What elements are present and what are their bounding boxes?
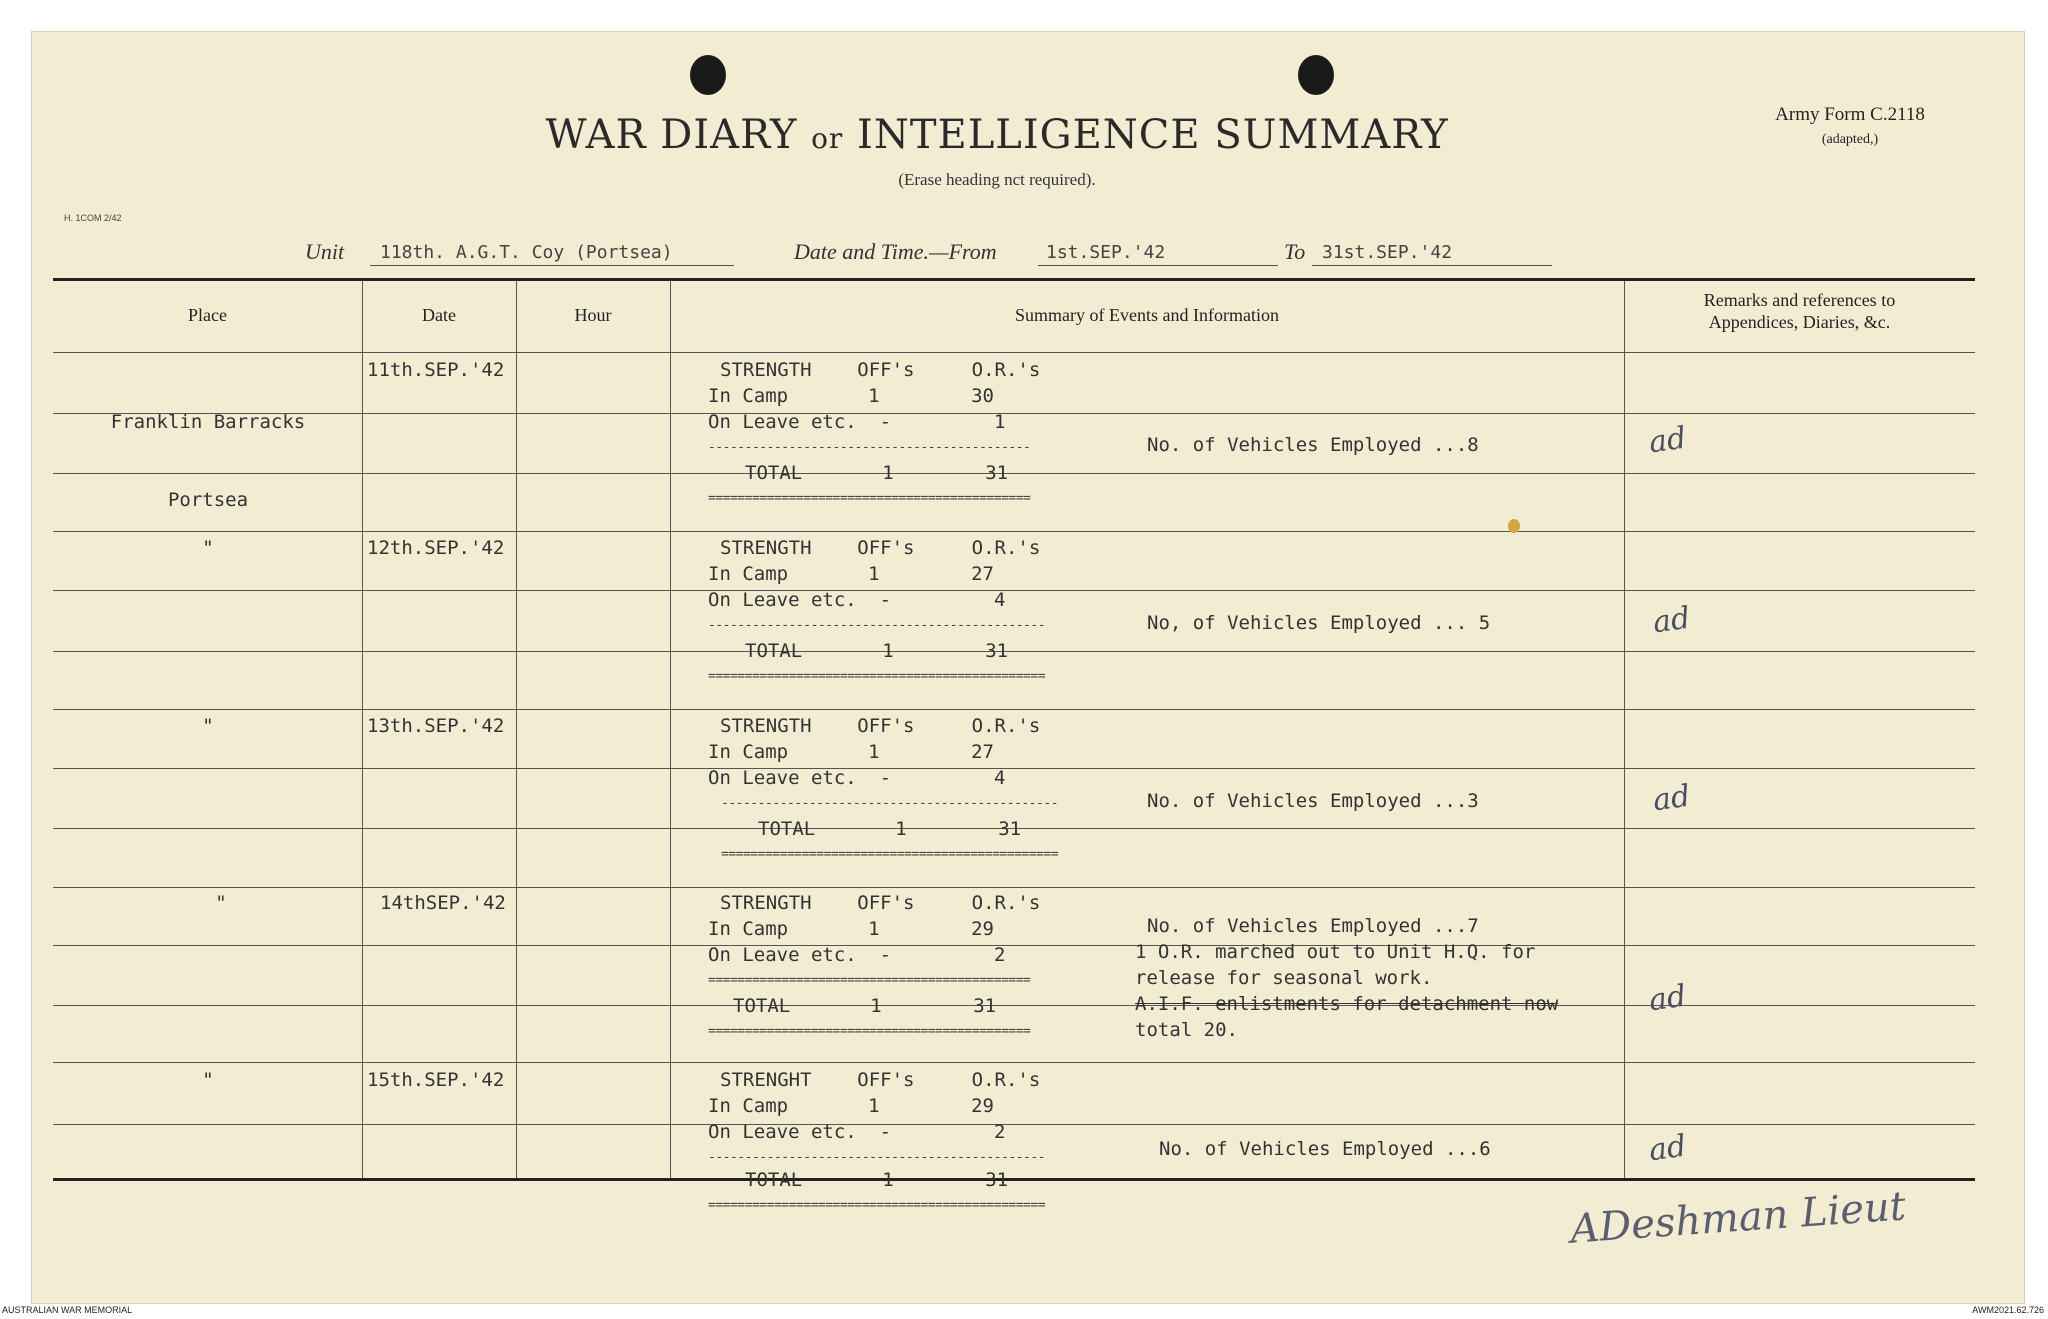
entry-date: 13th.SEP.'42 xyxy=(367,715,505,737)
in-camp-row: In Camp 1 29 xyxy=(708,918,994,940)
strength-row: STRENGTH OFF's O.R.'s xyxy=(720,359,1041,381)
strength-row: STRENGTH OFF's O.R.'s xyxy=(720,715,1041,737)
unit-underline xyxy=(370,265,734,266)
entry-place: " xyxy=(215,892,227,914)
on-leave-row: On Leave etc. - 4 xyxy=(708,589,1006,611)
entry-date: 12th.SEP.'42 xyxy=(367,537,505,559)
total-row: TOTAL 1 31 xyxy=(745,462,1009,484)
event-note: A.I.F. enlistments for detachment now xyxy=(1135,993,1559,1015)
event-note: 1 O.R. marched out to Unit H.Q. for xyxy=(1135,941,1536,963)
in-camp-row: In Camp 1 30 xyxy=(708,385,994,407)
strength-row: STRENGTH OFF's O.R.'s xyxy=(720,537,1041,559)
strength-row: STRENGTH OFF's O.R.'s xyxy=(720,892,1041,914)
diary-table xyxy=(53,278,1975,1181)
total-row: TOTAL 1 31 xyxy=(758,818,1022,840)
initials-mark: ad xyxy=(1646,420,1689,461)
on-leave-row: On Leave etc. - 4 xyxy=(708,767,1006,789)
on-leave-row: On Leave etc. - 2 xyxy=(708,944,1006,966)
dash-separator: ---------------------------------------------- xyxy=(708,618,1046,633)
strength-row: STRENGHT OFF's O.R.'s xyxy=(720,1069,1041,1091)
vehicles-note: No. of Vehicles Employed ...3 xyxy=(1147,790,1479,812)
total-row: TOTAL 1 31 xyxy=(745,640,1009,662)
punch-hole-right xyxy=(1298,55,1334,95)
initials-mark: ad xyxy=(1650,778,1693,819)
vehicles-note: No. of Vehicles Employed ...6 xyxy=(1159,1138,1491,1160)
document-title: WAR DIARY or INTELLIGENCE SUMMARY xyxy=(545,112,1449,158)
double-separator: ============================================== xyxy=(721,847,1059,862)
double-separator: ============================================ xyxy=(708,973,1031,988)
in-camp-row: In Camp 1 27 xyxy=(708,563,994,585)
date-to-label: To xyxy=(1284,239,1306,264)
vehicles-note: No, of Vehicles Employed ... 5 xyxy=(1147,612,1491,634)
entry-date: 11th.SEP.'42 xyxy=(367,359,505,381)
col-remarks: Remarks and references to Appendices, Diaries, &c. xyxy=(1703,290,1896,332)
in-camp-row: In Camp 1 27 xyxy=(708,741,994,763)
punch-hole-left xyxy=(690,55,726,95)
vehicles-note: No. of Vehicles Employed ...7 xyxy=(1147,915,1479,937)
double-separator: ============================================ xyxy=(708,1024,1031,1039)
form-adapted: (adapted,) xyxy=(1821,132,1879,147)
dash-separator: -------------------------------------------- xyxy=(708,440,1031,455)
col-date: Date xyxy=(422,305,456,325)
col-summary: Summary of Events and Information xyxy=(1015,305,1279,325)
print-code: H. 1COM 2/42 xyxy=(64,213,122,223)
entry-place: " xyxy=(202,537,214,559)
dash-separator: ---------------------------------------------- xyxy=(721,796,1059,811)
vehicles-note: No. of Vehicles Employed ...8 xyxy=(1147,434,1479,456)
entry-place: Franklin Barracks Portsea xyxy=(110,411,306,511)
event-note: release for seasonal work. xyxy=(1135,967,1433,989)
unit-value: 118th. A.G.T. Coy (Portsea) xyxy=(380,242,673,263)
initials-mark: ad xyxy=(1646,978,1689,1019)
dash-separator: ---------------------------------------------- xyxy=(708,1150,1046,1165)
entry-date: 15th.SEP.'42 xyxy=(367,1069,505,1091)
col-hour: Hour xyxy=(574,305,612,325)
date-from: 1st.SEP.'42 xyxy=(1046,242,1166,263)
event-note: total 20. xyxy=(1135,1019,1238,1041)
total-row: TOTAL 1 31 xyxy=(745,1169,1009,1191)
form-number: Army Form C.2118 xyxy=(1775,104,1925,125)
date-from-underline xyxy=(1038,265,1278,266)
document-subtitle: (Erase heading nct required). xyxy=(898,170,1096,189)
entry-place: " xyxy=(202,715,214,737)
double-separator: ============================================ xyxy=(708,491,1031,506)
unit-label: Unit xyxy=(305,239,345,264)
double-separator: ============================================== xyxy=(708,1198,1046,1213)
entry-date: 14thSEP.'42 xyxy=(380,892,506,914)
signature: ADeshman Lieut xyxy=(1568,1183,1908,1253)
date-label: Date and Time.—From xyxy=(794,239,997,264)
initials-mark: ad xyxy=(1650,600,1693,641)
double-separator: ============================================== xyxy=(708,669,1046,684)
in-camp-row: In Camp 1 29 xyxy=(708,1095,994,1117)
on-leave-row: On Leave etc. - 2 xyxy=(708,1121,1006,1143)
on-leave-row: On Leave etc. - 1 xyxy=(708,411,1006,433)
col-place: Place xyxy=(188,305,227,325)
footer-accession: AWM2021.62.726 xyxy=(1972,1305,2044,1315)
initials-mark: ad xyxy=(1646,1128,1689,1169)
paper-stain xyxy=(1508,519,1520,533)
total-row: TOTAL 1 31 xyxy=(733,995,997,1017)
footer-institution: AUSTRALIAN WAR MEMORIAL xyxy=(2,1305,133,1315)
date-to: 31st.SEP.'42 xyxy=(1322,242,1453,263)
entry-place: " xyxy=(202,1069,214,1091)
date-to-underline xyxy=(1312,265,1552,266)
